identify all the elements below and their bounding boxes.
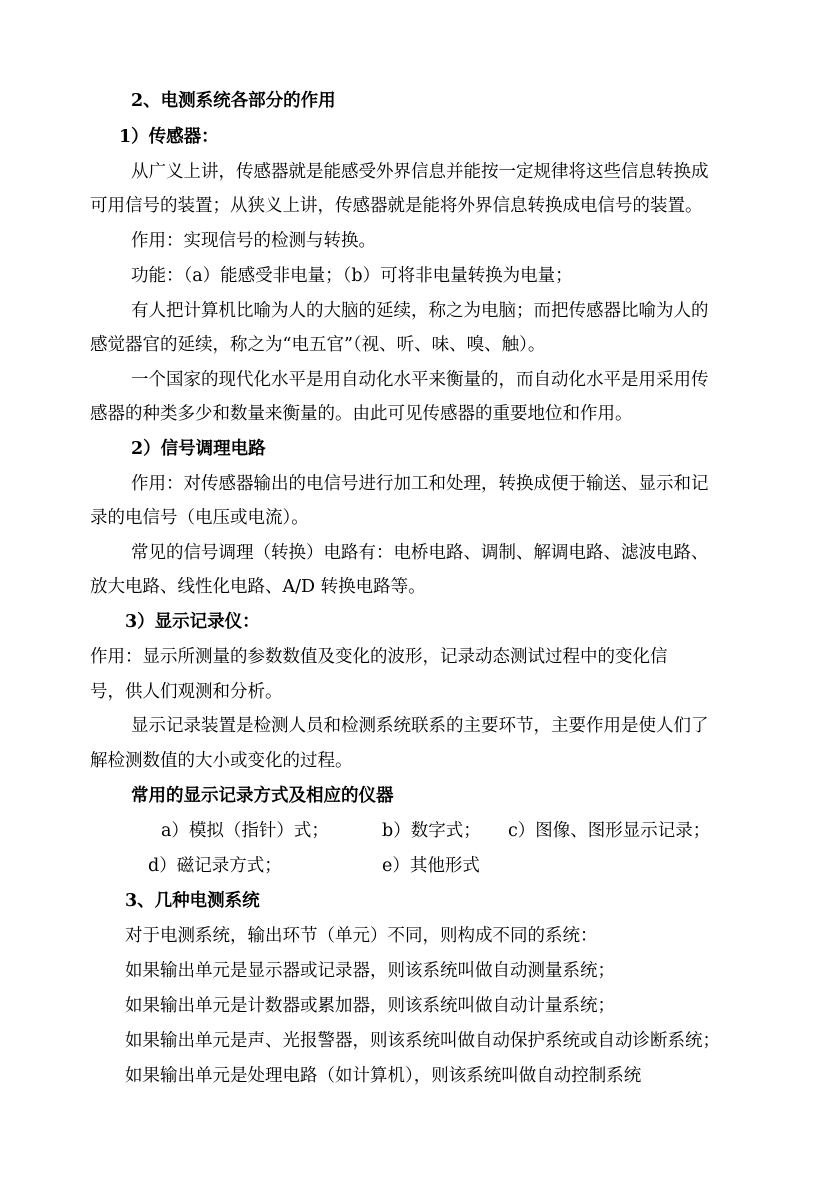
method-e: e）其他形式 bbox=[382, 856, 480, 876]
display-para1-line2: 号，供人们观测和分析。 bbox=[90, 682, 283, 702]
methods-heading: 常用的显示记录方式及相应的仪器 bbox=[131, 786, 394, 806]
method-a: a）模拟（指针）式； bbox=[161, 821, 329, 841]
display-para1-line1: 作用：显示所测量的参数数值及变化的波形，记录动态测试过程中的变化信 bbox=[90, 647, 668, 667]
method-b: b）数字式； bbox=[382, 821, 481, 841]
sensor-para2-line2: 感觉器官的延续，称之为“电五官”（视、听、味、嗅、触）。 bbox=[90, 335, 546, 355]
conditioning-heading: 2）信号调理电路 bbox=[131, 439, 266, 459]
section-3-heading: 3、几种电测系统 bbox=[125, 891, 260, 911]
sensor-role: 作用：实现信号的检测与转换。 bbox=[131, 231, 376, 251]
method-c: c）图像、图形显示记录； bbox=[508, 821, 711, 841]
conditioning-para1-line2: 录的电信号（电压或电流）。 bbox=[90, 508, 309, 528]
sensor-para1-line1: 从广义上讲，传感器就是能感受外界信息并能按一定规律将这些信息转换成 bbox=[131, 162, 709, 182]
systems-line-1: 对于电测系统，输出环节（单元）不同，则构成不同的系统： bbox=[125, 926, 598, 946]
conditioning-para2-line1: 常见的信号调理（转换）电路有：电桥电路、调制、解调电路、滤波电路、 bbox=[131, 543, 709, 563]
display-para2-line2: 解检测数值的大小或变化的过程。 bbox=[90, 751, 353, 771]
systems-line-4: 如果输出单元是声、光报警器，则该系统叫做自动保护系统或自动诊断系统； bbox=[125, 1031, 720, 1051]
display-heading: 3）显示记录仪： bbox=[125, 612, 260, 632]
sensor-heading: 1）传感器： bbox=[119, 127, 219, 147]
systems-line-2: 如果输出单元是显示器或记录器，则该系统叫做自动测量系统； bbox=[125, 961, 615, 981]
section-2-heading: 2、电测系统各部分的作用 bbox=[131, 91, 336, 111]
conditioning-para1-line1: 作用：对传感器输出的电信号进行加工和处理，转换成便于输送、显示和记 bbox=[131, 474, 709, 494]
sensor-para2-line1: 有人把计算机比喻为人的大脑的延续，称之为电脑；而把传感器比喻为人的 bbox=[131, 301, 709, 321]
sensor-para3-line2: 感器的种类多少和数量来衡量的。由此可见传感器的重要地位和作用。 bbox=[90, 404, 633, 424]
method-d: d）磁记录方式； bbox=[148, 856, 282, 876]
sensor-function: 功能：（a）能感受非电量；（b）可将非电量转换为电量； bbox=[131, 266, 573, 286]
sensor-para1-line2: 可用信号的装置；从狭义上讲，传感器就是能将外界信息转换成电信号的装置。 bbox=[90, 196, 703, 216]
sensor-para3-line1: 一个国家的现代化水平是用自动化水平来衡量的，而自动化水平是用采用传 bbox=[131, 370, 709, 390]
systems-line-3: 如果输出单元是计数器或累加器，则该系统叫做自动计量系统； bbox=[125, 996, 615, 1016]
display-para2-line1: 显示记录装置是检测人员和检测系统联系的主要环节，主要作用是使人们了 bbox=[131, 716, 709, 736]
systems-line-5: 如果输出单元是处理电路（如计算机），则该系统叫做自动控制系统 bbox=[125, 1066, 642, 1086]
conditioning-para2-line2: 放大电路、线性化电路、A/D 转换电路等。 bbox=[90, 577, 426, 597]
